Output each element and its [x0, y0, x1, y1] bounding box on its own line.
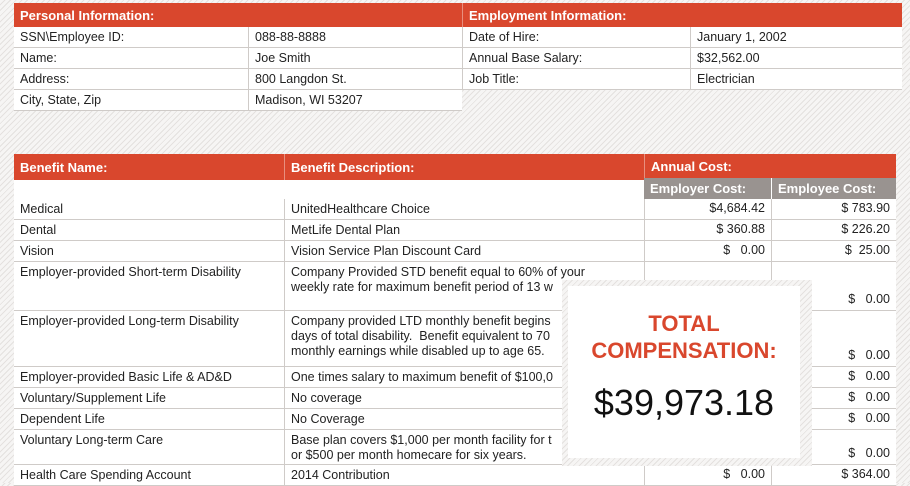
- benefit-description-cell: Base plan covers $1,000 per month facility for t or $500 per month homecare for six years.: [284, 430, 644, 465]
- ssn-value: 088-88-8888: [248, 27, 462, 48]
- total-compensation-title-line2: COMPENSATION:: [591, 338, 777, 363]
- benefit-description-cell: UnitedHealthcare Choice: [284, 199, 644, 220]
- address-label: Address:: [14, 69, 248, 90]
- benefit-employee-cell: $ 783.90: [771, 199, 896, 220]
- benefit-name-cell: Employer-provided Long-term Disability: [14, 311, 284, 367]
- benefit-name-header: [14, 154, 284, 180]
- benefit-employer-cell: $4,684.42: [644, 199, 771, 220]
- benefit-name-cell: Employer-provided Short-term Disability: [14, 262, 284, 311]
- employee-cost-header-label: Employee Cost:: [778, 181, 877, 196]
- benefit-name-cell: Voluntary/Supplement Life: [14, 388, 284, 409]
- employment-info-title: Employment Information:: [469, 7, 627, 23]
- name-label: Name:: [14, 48, 248, 69]
- benefit-name-cell: Vision: [14, 241, 284, 262]
- benefit-employee-cell: $ 0.00: [771, 409, 896, 430]
- employment-info-header: [462, 3, 902, 27]
- header-spacer-divider: [284, 180, 285, 199]
- city-state-zip-value: Madison, WI 53207: [248, 90, 462, 111]
- benefit-employee-cell: $ 364.00: [771, 465, 896, 486]
- benefit-name-cell: Dependent Life: [14, 409, 284, 430]
- benefit-name-cell: Voluntary Long-term Care: [14, 430, 284, 465]
- benefit-description-cell: No Coverage: [284, 409, 644, 430]
- benefit-name-cell: Employer-provided Basic Life & AD&D: [14, 367, 284, 388]
- benefit-employee-cell: $ 0.00: [771, 311, 896, 367]
- name-value: Joe Smith: [248, 48, 462, 69]
- benefit-employee-cell: $ 0.00: [771, 367, 896, 388]
- total-compensation-card: [568, 286, 800, 458]
- total-compensation-value: $39,973.18: [593, 382, 775, 423]
- benefit-employee-cell: $ 0.00: [771, 262, 896, 311]
- header-spacer: [14, 180, 644, 199]
- employer-cost-header-label: Employer Cost:: [650, 181, 747, 196]
- annual-base-salary-value: $32,562.00: [690, 48, 902, 69]
- benefit-description-cell: 2014 Contribution: [284, 465, 644, 486]
- benefit-name-cell: Medical: [14, 199, 284, 220]
- employee-cost-header: [771, 178, 896, 199]
- benefit-description-header: [284, 154, 644, 180]
- total-compensation-title: [568, 310, 800, 364]
- personal-info-header: [14, 3, 462, 27]
- annual-cost-header: [644, 154, 896, 178]
- annual-base-salary-label: Annual Base Salary:: [462, 48, 690, 69]
- total-compensation-title-line1: TOTAL: [648, 311, 720, 336]
- city-state-zip-label: City, State, Zip: [14, 90, 248, 111]
- personal-info-title: Personal Information:: [20, 7, 155, 23]
- benefit-employee-cell: $ 226.20: [771, 220, 896, 241]
- benefit-description-cell: No coverage: [284, 388, 644, 409]
- benefit-description-cell: MetLife Dental Plan: [284, 220, 644, 241]
- date-of-hire-value: January 1, 2002: [690, 27, 902, 48]
- benefit-employee-cell: $ 0.00: [771, 388, 896, 409]
- benefit-employer-cell: $ 0.00: [644, 465, 771, 486]
- benefit-description-header-label: Benefit Description:: [291, 159, 415, 175]
- benefit-name-header-label: Benefit Name:: [20, 159, 108, 175]
- benefit-employer-cell: $ 360.88: [644, 220, 771, 241]
- benefit-description-cell: Company Provided STD benefit equal to 60% of your weekly rate for maximum benefit period of 13 w: [284, 262, 644, 311]
- benefit-name-cell: Health Care Spending Account: [14, 465, 284, 486]
- address-value: 800 Langdon St.: [248, 69, 462, 90]
- benefit-description-cell: Vision Service Plan Discount Card: [284, 241, 644, 262]
- benefit-name-cell: Dental: [14, 220, 284, 241]
- benefit-description-cell: One times salary to maximum benefit of $100,0: [284, 367, 644, 388]
- date-of-hire-label: Date of Hire:: [462, 27, 690, 48]
- annual-cost-header-label: Annual Cost:: [651, 158, 732, 174]
- benefit-description-cell: Company provided LTD monthly benefit begins days of total disability. Benefit equivalent to 70 monthly earnings while disabled up to age 65.: [284, 311, 644, 367]
- benefit-employer-cell: $ 0.00: [644, 241, 771, 262]
- job-title-value: Electrician: [690, 69, 902, 90]
- benefit-employee-cell: $ 25.00: [771, 241, 896, 262]
- ssn-label: SSN\Employee ID:: [14, 27, 248, 48]
- benefit-employee-cell: $ 0.00: [771, 430, 896, 465]
- job-title-label: Job Title:: [462, 69, 690, 90]
- employer-cost-header: [644, 178, 771, 199]
